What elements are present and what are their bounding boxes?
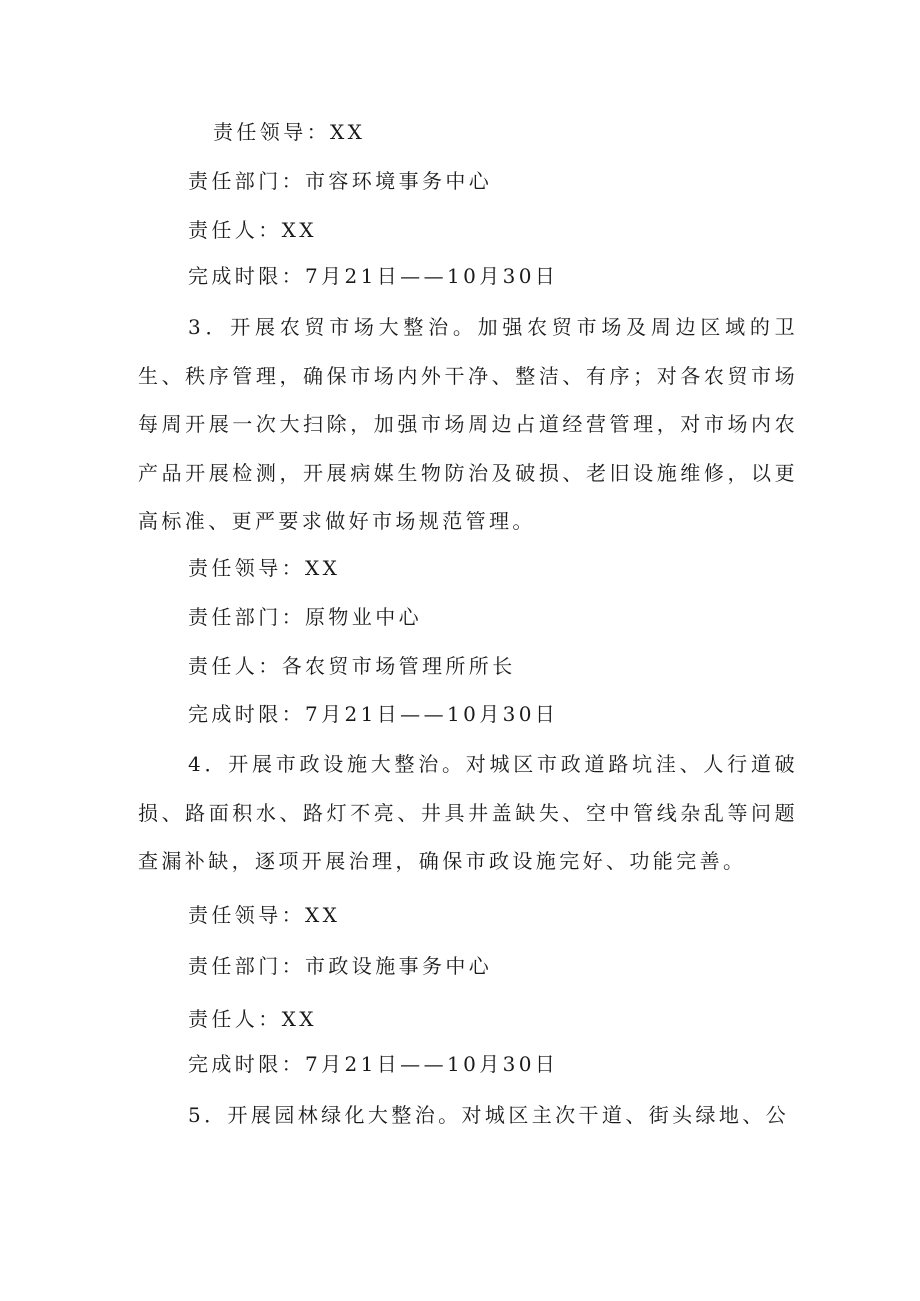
item-5-paragraph: 5．开展园林绿化大整治。对城区主次干道、街头绿地、公 xyxy=(188,1103,790,1127)
deadline-line: 完成时限：7月21日——10月30日 xyxy=(188,264,559,288)
item-4-leader-line: 责任领导：XX xyxy=(188,903,341,927)
responsible-leader-line: 责任领导：XX xyxy=(213,120,366,144)
responsible-person-line: 责任人：XX xyxy=(188,218,317,242)
item-4-deadline-line: 完成时限：7月21日——10月30日 xyxy=(188,1052,559,1076)
item-3-deadline-line: 完成时限：7月21日——10月30日 xyxy=(188,702,559,726)
item-4-paragraph: 4．开展市政设施大整治。对城区市政道路坑洼、人行道破损、路面积水、路灯不亮、井具井盖缺失、空中管线杂乱等问题查漏补缺，逐项开展治理，确保市政设施完好、功能完善。 xyxy=(138,752,798,873)
item-3-paragraph: 3．开展农贸市场大整治。加强农贸市场及周边区域的卫生、秩序管理，确保市场内外干净、整洁、有序；对各农贸市场每周开展一次大扫除，加强市场周边占道经营管理，对市场内农产品开展检测，开展病媒生物防治及破损、老旧设施维修，以更高标准、更严要求做好市场规范管理。 xyxy=(138,315,798,533)
item-3-department-line: 责任部门：原物业中心 xyxy=(188,605,422,629)
item-3-leader-line: 责任领导：XX xyxy=(188,556,341,580)
responsible-department-line: 责任部门：市容环境事务中心 xyxy=(188,169,493,193)
item-4-person-line: 责任人：XX xyxy=(188,1007,317,1031)
item-3-person-line: 责任人：各农贸市场管理所所长 xyxy=(188,654,516,678)
item-4-department-line: 责任部门：市政设施事务中心 xyxy=(188,954,493,978)
